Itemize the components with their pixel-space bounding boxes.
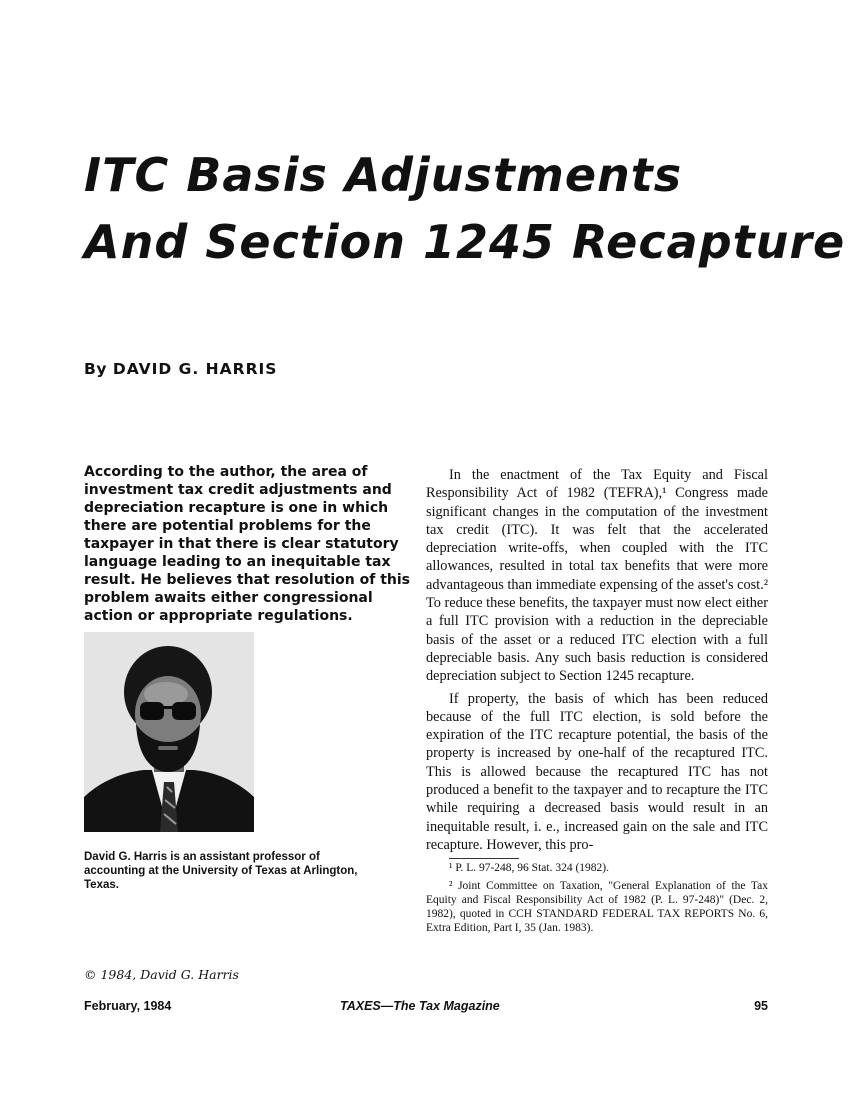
- article-body: [426, 466, 768, 939]
- title-line-2: And Section 1245 Recapture: [84, 215, 846, 269]
- footnote-rule: [449, 858, 519, 859]
- author-bio: David G. Harris is an assistant professor of accounting at the University of Texas at Arlington, Texas.: [84, 851, 358, 891]
- author-name: DAVID G. HARRIS: [112, 360, 278, 378]
- body-paragraph-2: If property, the basis of which has been reduced because of the full ITC election, is sold before the expiration of the ITC recapture potential, the basis of the property is increased by one-half of the recaptured ITC. This is allowed because the recaptured ITC has not produced a benefit to the taxpayer and to recapture the ITC while requiring a decreased basis would result in an inequitable result, i. e., increased gain on the sale and ITC recapture. However, this pro-: [426, 690, 768, 853]
- body-paragraph-1: In the enactment of the Tax Equity and Fiscal Responsibility Act of 1982 (TEFRA),¹ Congress made significant changes in the computation of the investment tax credit (ITC). It was felt that the accelerated depreciation write-offs, when coupled with the ITC allowances, resulted in total tax benefits that were more advantageous than immediate expensing of the asset's cost.² To reduce these benefits, the taxpayer must now elect either a full ITC provision with a reduction in the depreciable basis of the asset or a reduced ITC election with a full depreciable basis. Any such basis reduction is considered depreciation subject to Section 1245 recapture.: [426, 467, 768, 685]
- author-portrait-icon: [84, 632, 254, 832]
- footnote-2: ² Joint Committee on Taxation, "General Explanation of the Tax Equity and Fiscal Responsibility Act of 1982 (P. L. 97-248)" (Dec. 2, 1982), quoted in CCH STANDARD FEDERAL TAX REPORTS No. 6, Extra Edition, Part I, 35 (Jan. 1983).: [426, 880, 768, 935]
- byline: [84, 360, 277, 378]
- title-line-1: ITC Basis Adjustments: [84, 148, 683, 202]
- page-footer: [84, 999, 768, 1017]
- issue-date: February, 1984: [84, 999, 172, 1013]
- journal-name: TAXES—The Tax Magazine: [340, 999, 500, 1013]
- author-photo: [84, 632, 254, 832]
- byline-prefix: By: [84, 360, 107, 378]
- footnote-1: ¹ P. L. 97-248, 96 Stat. 324 (1982).: [449, 862, 609, 875]
- abstract: According to the author, the area of investment tax credit adjustments and depreciation recapture is one in which there are potential problems for the taxpayer in that there is clear statutory language leading to an inequitable tax result. He believes that resolution of this problem awaits either congressional action or appropriate regulations.: [84, 464, 411, 624]
- page-number: 95: [754, 999, 768, 1013]
- copyright-notice: © 1984, David G. Harris: [84, 967, 239, 982]
